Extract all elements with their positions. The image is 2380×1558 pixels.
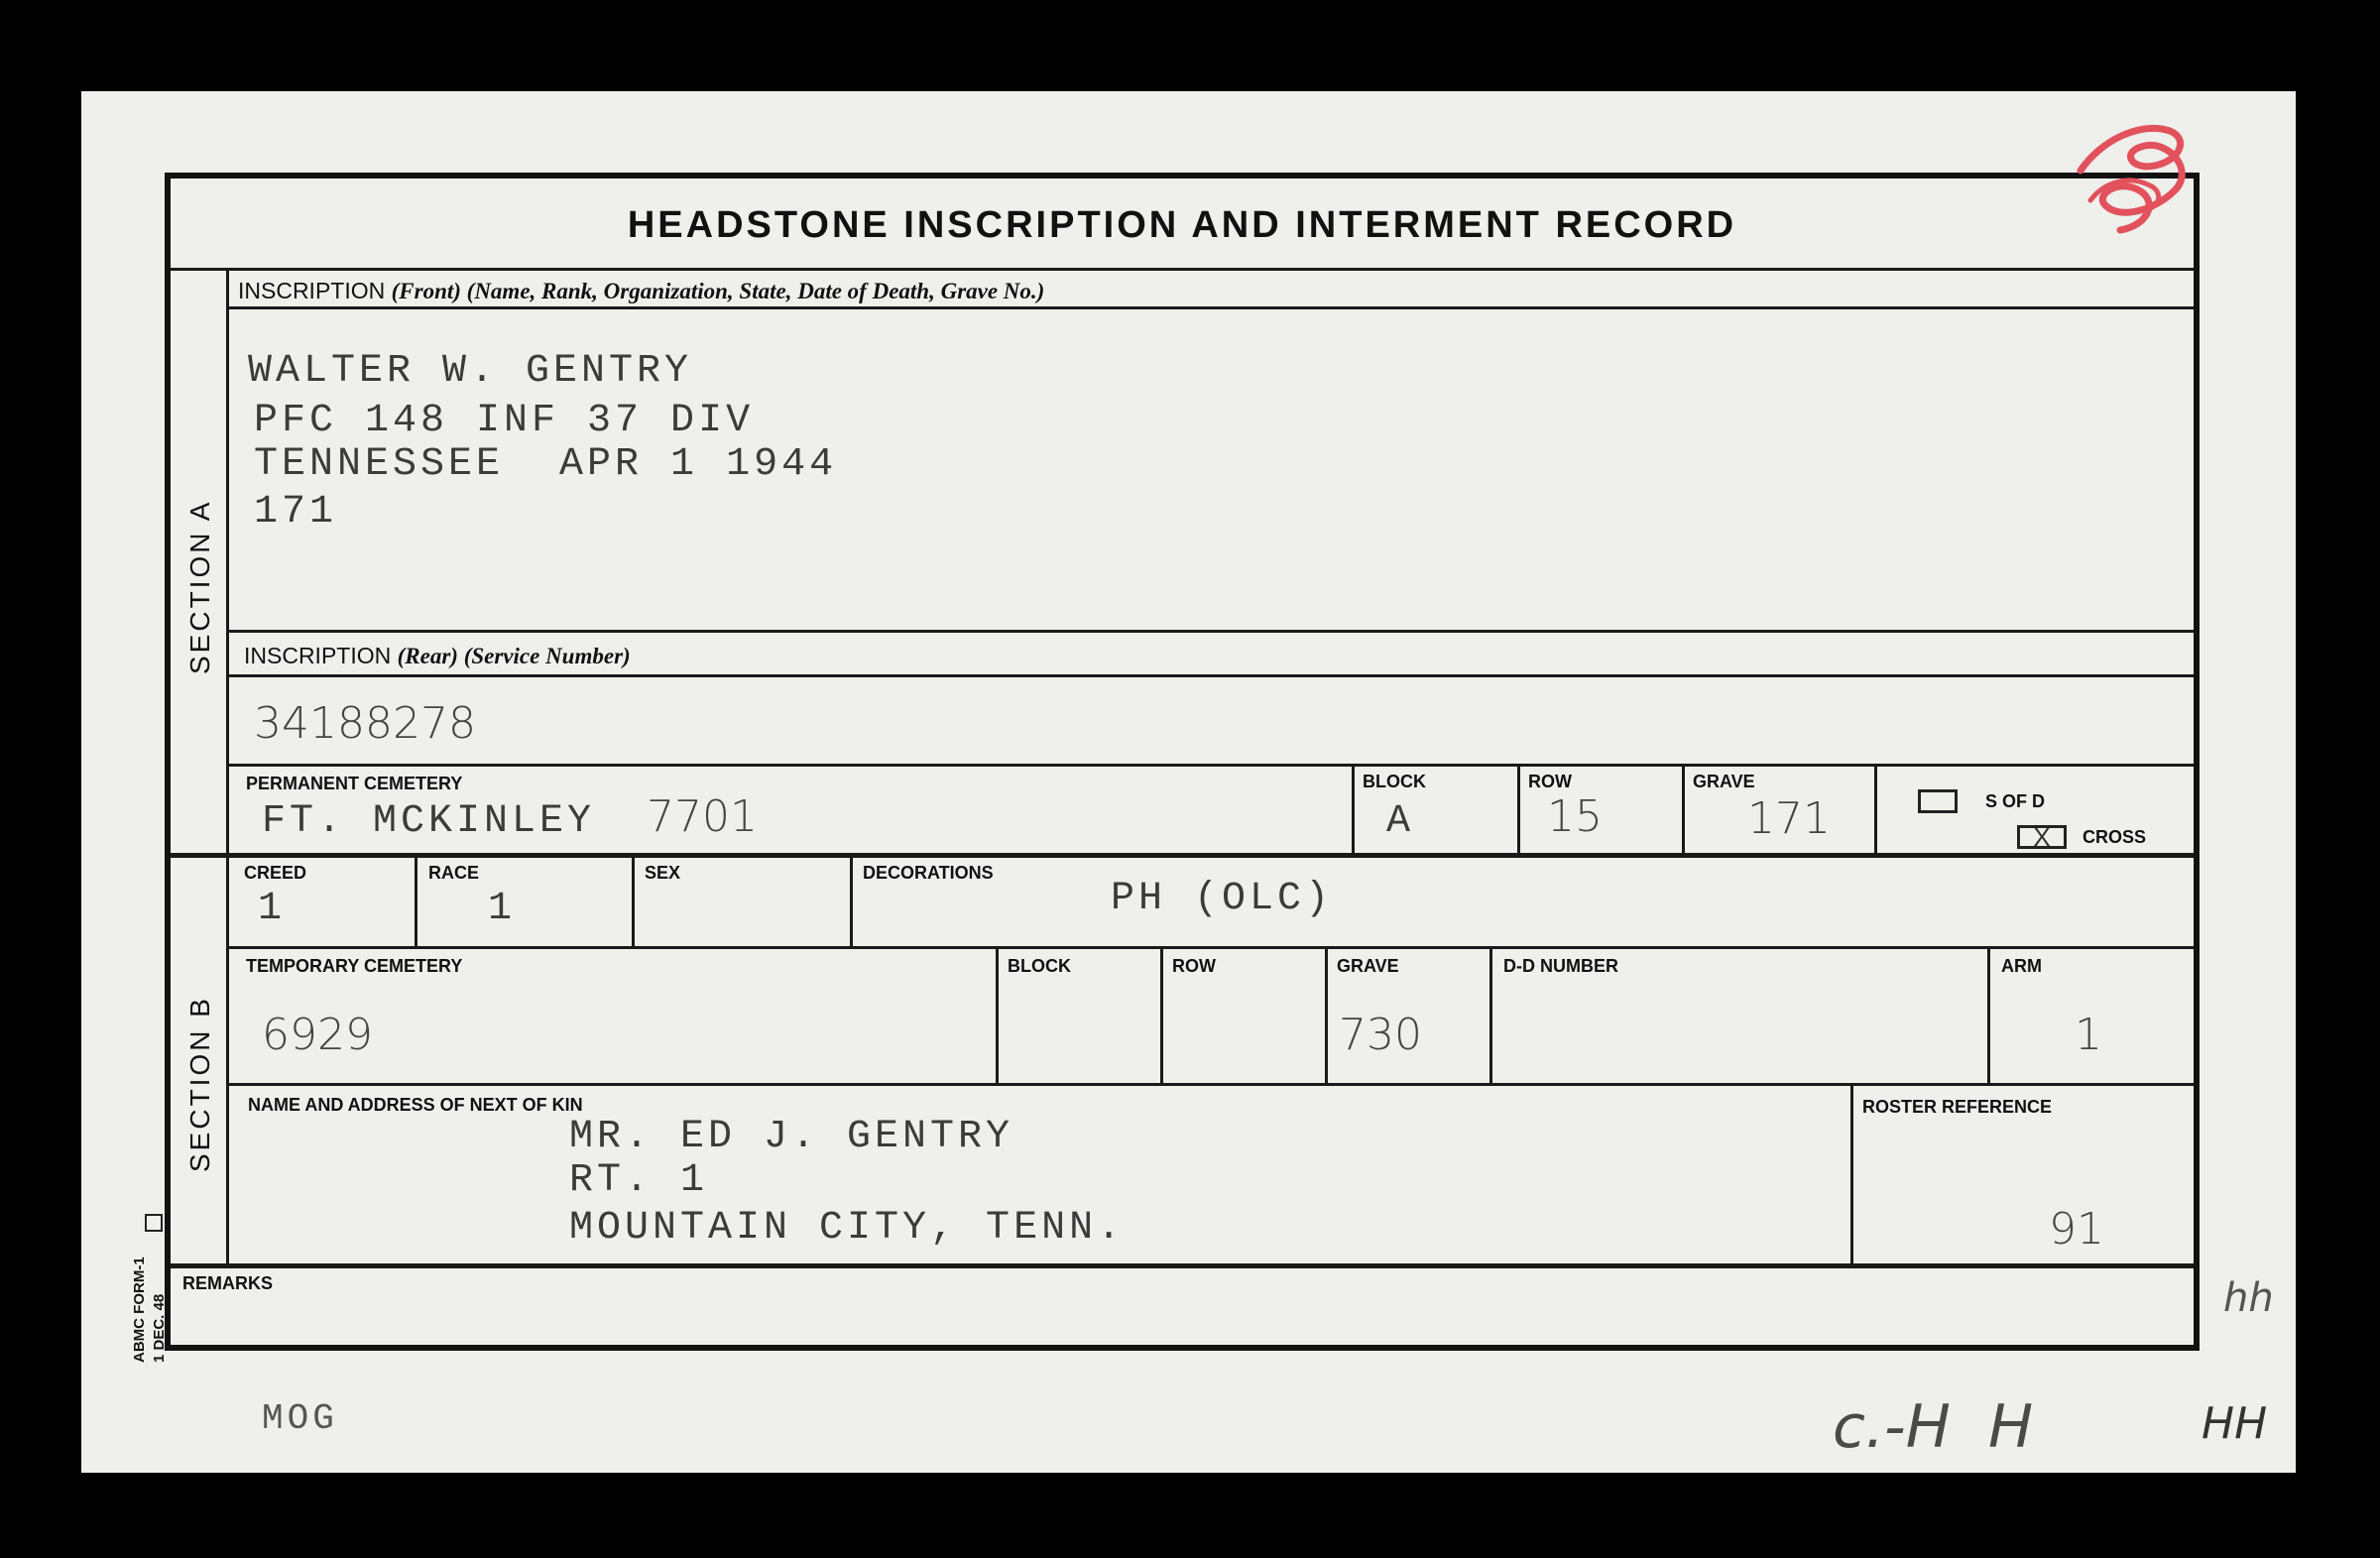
temporary-cemetery-label: TEMPORARY CEMETERY — [246, 956, 463, 976]
temp-grave-label: GRAVE — [1337, 956, 1399, 976]
form-title: HEADSTONE INSCRIPTION AND INTERMENT RECORD — [627, 204, 1737, 246]
next-of-kin-line-2: RT. 1 — [569, 1158, 709, 1203]
footer-code: MOG — [262, 1398, 338, 1439]
permanent-cemetery-label: PERMANENT CEMETERY — [246, 774, 463, 793]
dd-number-label: D-D NUMBER — [1503, 956, 1618, 976]
section-a-label: SECTION A — [184, 499, 215, 674]
rule-temp-grave — [1325, 946, 1328, 1083]
sofd-checkbox[interactable] — [1918, 789, 1958, 813]
creed-value: 1 — [258, 887, 287, 931]
form-id-checkbox — [145, 1214, 163, 1232]
rule-dd-number — [1489, 946, 1492, 1083]
rule-row — [1517, 764, 1520, 853]
next-of-kin-line-1: MR. ED J. GENTRY — [569, 1115, 1014, 1159]
front-inscription-label: INSCRIPTION (Front) (Name, Rank, Organization, State, Date of Death, Grave No.) — [238, 278, 1045, 303]
grave-value: 171 — [1747, 793, 1831, 844]
side-initials: hh — [2223, 1275, 2274, 1321]
rule-rear-label — [226, 674, 2194, 677]
front-line-4: 171 — [254, 490, 338, 535]
rule-section-column — [226, 268, 229, 1263]
rule-section-a-end — [171, 853, 2194, 858]
decorations-label: DECORATIONS — [863, 863, 994, 883]
rule-front-end — [226, 630, 2194, 633]
temp-row-label: ROW — [1172, 956, 1216, 976]
rule-temp-block — [996, 946, 999, 1083]
roster-reference-label: ROSTER REFERENCE — [1862, 1097, 2053, 1117]
service-number: 34188278 — [254, 698, 476, 749]
form-id-line-1: ABMC FORM-1 — [131, 1257, 148, 1363]
form-frame — [165, 173, 2200, 1351]
rule-sofd — [1874, 764, 1877, 853]
permanent-cemetery-code: 7701 — [647, 791, 758, 842]
red-pencil-mark-icon — [2061, 111, 2209, 260]
remarks-label: REMARKS — [182, 1273, 274, 1293]
rule-sex — [632, 853, 635, 946]
rule-temp-end — [226, 1083, 2194, 1086]
cross-label: CROSS — [2082, 827, 2147, 847]
row-label: ROW — [1528, 772, 1572, 791]
front-line-3: TENNESSEE APR 1 1944 — [254, 442, 838, 487]
permanent-cemetery-value: FT. MCKINLEY — [262, 799, 596, 844]
rule-race — [415, 853, 417, 946]
arm-value: 1 — [2075, 1010, 2102, 1060]
rule-rear-end — [226, 764, 2194, 767]
cross-checkbox[interactable]: X — [2017, 825, 2067, 849]
record-card — [81, 91, 2296, 1473]
race-label: RACE — [428, 863, 480, 883]
rule-creed-end — [226, 946, 2194, 949]
footer-initials: c.-H H — [1833, 1392, 2034, 1462]
rule-roster — [1850, 1083, 1853, 1263]
grave-label: GRAVE — [1693, 772, 1755, 791]
rule-front-label — [226, 306, 2194, 309]
front-line-2: PFC 148 INF 37 DIV — [254, 399, 755, 443]
temp-block-label: BLOCK — [1008, 956, 1071, 976]
rule-section-b-end — [171, 1263, 2194, 1268]
block-value: A — [1386, 799, 1415, 844]
sofd-label: S OF D — [1985, 791, 2046, 811]
row-value: 15 — [1547, 791, 1603, 842]
rule-title — [171, 268, 2194, 271]
rule-decorations — [850, 853, 853, 946]
form-id-line-2: 1 DEC. 48 — [151, 1293, 168, 1363]
rule-temp-row — [1160, 946, 1163, 1083]
decorations-value: PH (OLC) — [1111, 877, 1334, 921]
rear-inscription-label: INSCRIPTION (Rear) (Service Number) — [244, 643, 631, 668]
front-line-1: WALTER W. GENTRY — [248, 349, 693, 394]
next-of-kin-line-3: MOUNTAIN CITY, TENN. — [569, 1206, 1126, 1251]
temp-grave-value: 730 — [1339, 1010, 1422, 1060]
footer-mark: HH — [2202, 1398, 2268, 1449]
temporary-cemetery-value: 6929 — [262, 1010, 373, 1060]
rule-arm — [1987, 946, 1990, 1083]
rule-block — [1352, 764, 1355, 853]
roster-reference-value: 91 — [2049, 1204, 2104, 1255]
next-of-kin-label: NAME AND ADDRESS OF NEXT OF KIN — [248, 1095, 583, 1115]
creed-label: CREED — [244, 863, 307, 883]
rule-grave — [1682, 764, 1685, 853]
section-b-label: SECTION B — [184, 996, 215, 1172]
sex-label: SEX — [645, 863, 681, 883]
arm-label: ARM — [2001, 956, 2042, 976]
block-label: BLOCK — [1363, 772, 1426, 791]
race-value: 1 — [488, 887, 517, 931]
